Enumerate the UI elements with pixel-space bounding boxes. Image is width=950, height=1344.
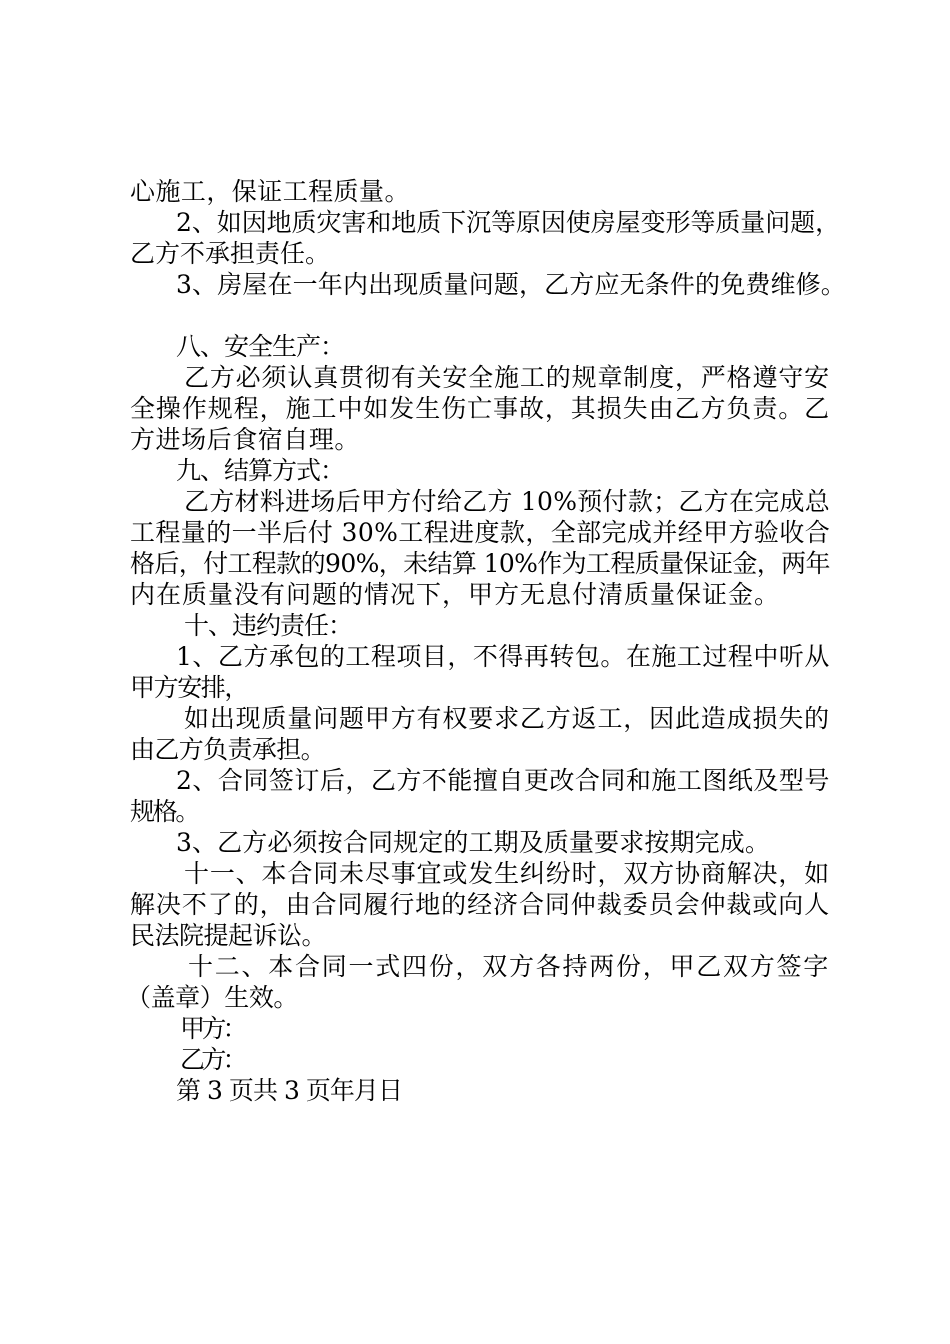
line-text: 内在质量没有问题的情况下，甲方无息付清质量保证金。 (130, 580, 781, 609)
line-text: 工程量的一半后付 30%工程进度款，全部完成并经甲方验收合 (130, 518, 831, 547)
line-text: 1、乙方承包的工程项目，不得再转包。在施工过程中听从 (176, 642, 830, 671)
line-text: 规格。 (130, 797, 198, 826)
line-text: 甲方安排， (130, 673, 249, 702)
line-text: 第 3 页共 3 页年月日 (176, 1076, 402, 1105)
line-text: 十一、本合同未尽事宜或发生纠纷时，双方协商解决，如 (184, 859, 831, 888)
line-text: 乙方： (180, 1045, 244, 1074)
line-text: 2、如因地质灾害和地质下沉等原因使房屋变形等质量问题， (176, 208, 841, 237)
line-text: 解决不了的，由合同履行地的经济合同仲裁委员会仲裁或向人 (130, 890, 831, 919)
line-text: 甲方： (180, 1014, 244, 1043)
line-text: 九、结算方式： (176, 456, 345, 485)
line-text: 3、乙方必须按合同规定的工期及质量要求按期完成。 (176, 828, 771, 857)
line-text: 十、违约责任： (184, 611, 353, 640)
line-text: 民法院提起诉讼。 (130, 921, 327, 950)
line-text: 方进场后食宿自理。 (130, 425, 360, 454)
line-text: 乙方不承担责任。 (130, 239, 331, 268)
text-line (0, 265, 950, 305)
line-text: 全操作规程，施工中如发生伤亡事故，其损失由乙方负责。乙 (130, 394, 831, 423)
line-text: （盖章）生效。 (126, 983, 298, 1012)
line-text: 八、安全生产： (176, 332, 345, 361)
page-footer (0, 1071, 950, 1111)
line-text: 由乙方负责承担。 (130, 735, 325, 764)
line-text: 如出现质量问题甲方有权要求乙方返工，因此造成损失的 (184, 704, 831, 733)
line-text: 乙方材料进场后甲方付给乙方 10%预付款；乙方在完成总 (184, 487, 831, 516)
line-text: 十二、本合同一式四份，双方各持两份，甲乙双方签字 (188, 952, 831, 981)
line-text: 乙方必须认真贯彻有关安全施工的规章制度，严格遵守安 (184, 363, 831, 392)
line-text: 3、房屋在一年内出现质量问题，乙方应无条件的免费维修。 (176, 270, 846, 299)
line-text: 格后，付工程款的90%，未结算 10%作为工程质量保证金，两年 (130, 549, 830, 578)
line-text: 心施工，保证工程质量。 (130, 177, 410, 206)
line-text: 2、合同签订后，乙方不能擅自更改合同和施工图纸及型号 (176, 766, 830, 795)
